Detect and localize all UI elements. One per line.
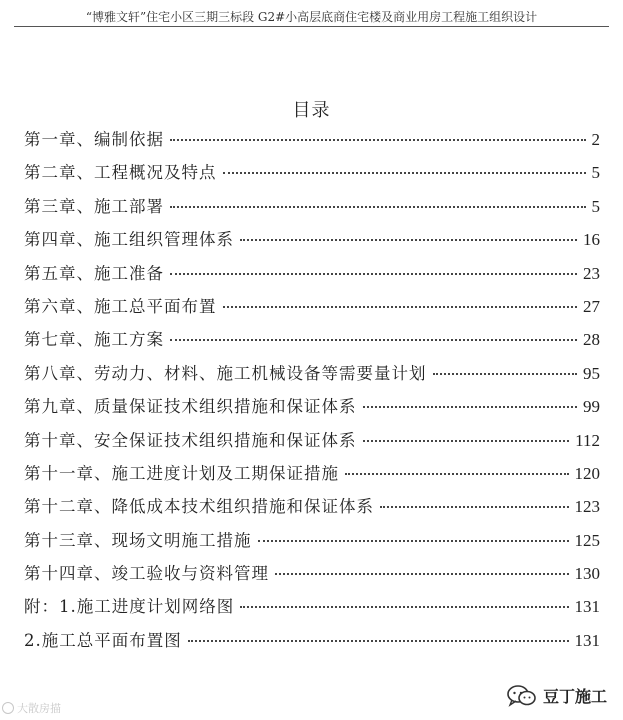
toc-entry	[24, 595, 600, 628]
toc-entry-page: 131	[574, 597, 600, 617]
toc-entry-label: 第十二章、降低成本技术组织措施和保证体系	[24, 497, 374, 517]
toc-entry-label: 第一章、编制依据	[24, 130, 164, 149]
toc-entry-page: 131	[574, 630, 600, 650]
brand-name: 豆丁施工	[542, 687, 607, 706]
toc-entry-page: 28	[583, 330, 600, 350]
toc-dot-leader	[240, 606, 568, 608]
toc-entry	[24, 429, 600, 462]
toc-entry-page: 125	[574, 530, 600, 550]
toc-entry-label: 第二章、工程概况及特点	[24, 163, 217, 183]
toc-dot-leader	[170, 339, 577, 341]
toc-entry-page: 95	[583, 363, 600, 383]
watermark-left	[2, 700, 61, 716]
toc-dot-leader	[363, 406, 578, 408]
toc-dot-leader	[380, 506, 569, 508]
watermark-left-text: 大散房描	[17, 702, 61, 715]
toc-entry	[24, 562, 600, 595]
toc-entry	[24, 128, 600, 161]
toc-entry	[24, 629, 600, 662]
wechat-chat-icon	[507, 685, 537, 707]
toc-dot-leader	[275, 573, 569, 575]
toc-entry	[24, 228, 600, 261]
toc-entry-page: 99	[583, 397, 600, 417]
toc-entry-label: 第五章、施工准备	[24, 263, 164, 283]
toc-entry-label: 第十一章、施工进度计划及工期保证措施	[24, 463, 339, 483]
toc-entry	[24, 161, 600, 194]
toc-entry	[24, 328, 600, 361]
toc-dot-leader	[223, 172, 586, 174]
toc-dot-leader	[170, 273, 577, 275]
toc-dot-leader	[170, 206, 586, 208]
toc-dot-leader	[345, 473, 569, 475]
toc-entry-label: 第十章、安全保证技术组织措施和保证体系	[24, 430, 357, 450]
toc-entry-label: 第七章、施工方案	[24, 330, 164, 350]
toc-entry-label: 第三章、施工部署	[24, 196, 164, 216]
toc-entry	[24, 262, 600, 295]
toc-entry	[24, 395, 600, 428]
toc-dot-leader	[363, 440, 570, 442]
page-header-title: “博雅文轩”住宅小区三期三标段 G2#小高层底商住宅楼及商业用房工程施工组织设计	[85, 10, 538, 24]
toc-dot-leader	[240, 239, 577, 241]
toc-entry	[24, 495, 600, 528]
brand-watermark	[507, 684, 607, 707]
toc-entry-page: 5	[591, 163, 600, 183]
toc-entry-page: 5	[591, 196, 600, 216]
toc-entry-page: 112	[575, 430, 600, 450]
toc-entry-label: 附：1.施工进度计划网络图	[24, 597, 235, 617]
toc-entry-label: 第六章、施工总平面布置	[24, 296, 217, 316]
toc-entry-page: 130	[574, 564, 600, 584]
toc-entry	[24, 462, 600, 495]
toc-dot-leader	[223, 306, 578, 308]
toc-dot-leader	[433, 373, 578, 375]
toc-entry-label: 2.施工总平面布置图	[24, 630, 182, 650]
toc-entry-page: 27	[583, 296, 600, 316]
toc-entry-page: 120	[574, 463, 600, 483]
toc-entry	[24, 195, 600, 228]
toc-entry-page: 2	[591, 130, 600, 149]
toc-dot-leader	[258, 540, 569, 542]
header-divider	[14, 26, 609, 27]
toc-entry-page: 123	[574, 497, 600, 517]
toc-list	[24, 128, 600, 662]
toc-entry-page: 16	[583, 230, 600, 250]
toc-entry-label: 第八章、劳动力、材料、施工机械设备等需要量计划	[24, 363, 427, 383]
toc-entry	[24, 295, 600, 328]
toc-entry-label: 第四章、施工组织管理体系	[24, 230, 234, 250]
toc-dot-leader	[188, 640, 569, 642]
toc-entry-label: 第十四章、竣工验收与资料管理	[24, 564, 269, 584]
toc-entry	[24, 362, 600, 395]
toc-entry-page: 23	[583, 263, 600, 283]
toc-dot-leader	[170, 139, 586, 141]
toc-entry-label: 第九章、质量保证技术组织措施和保证体系	[24, 397, 357, 417]
toc-title: 目录	[292, 100, 331, 121]
toc-entry-label: 第十三章、现场文明施工措施	[24, 530, 252, 550]
watermark-logo-icon	[2, 702, 14, 714]
toc-entry	[24, 529, 600, 562]
